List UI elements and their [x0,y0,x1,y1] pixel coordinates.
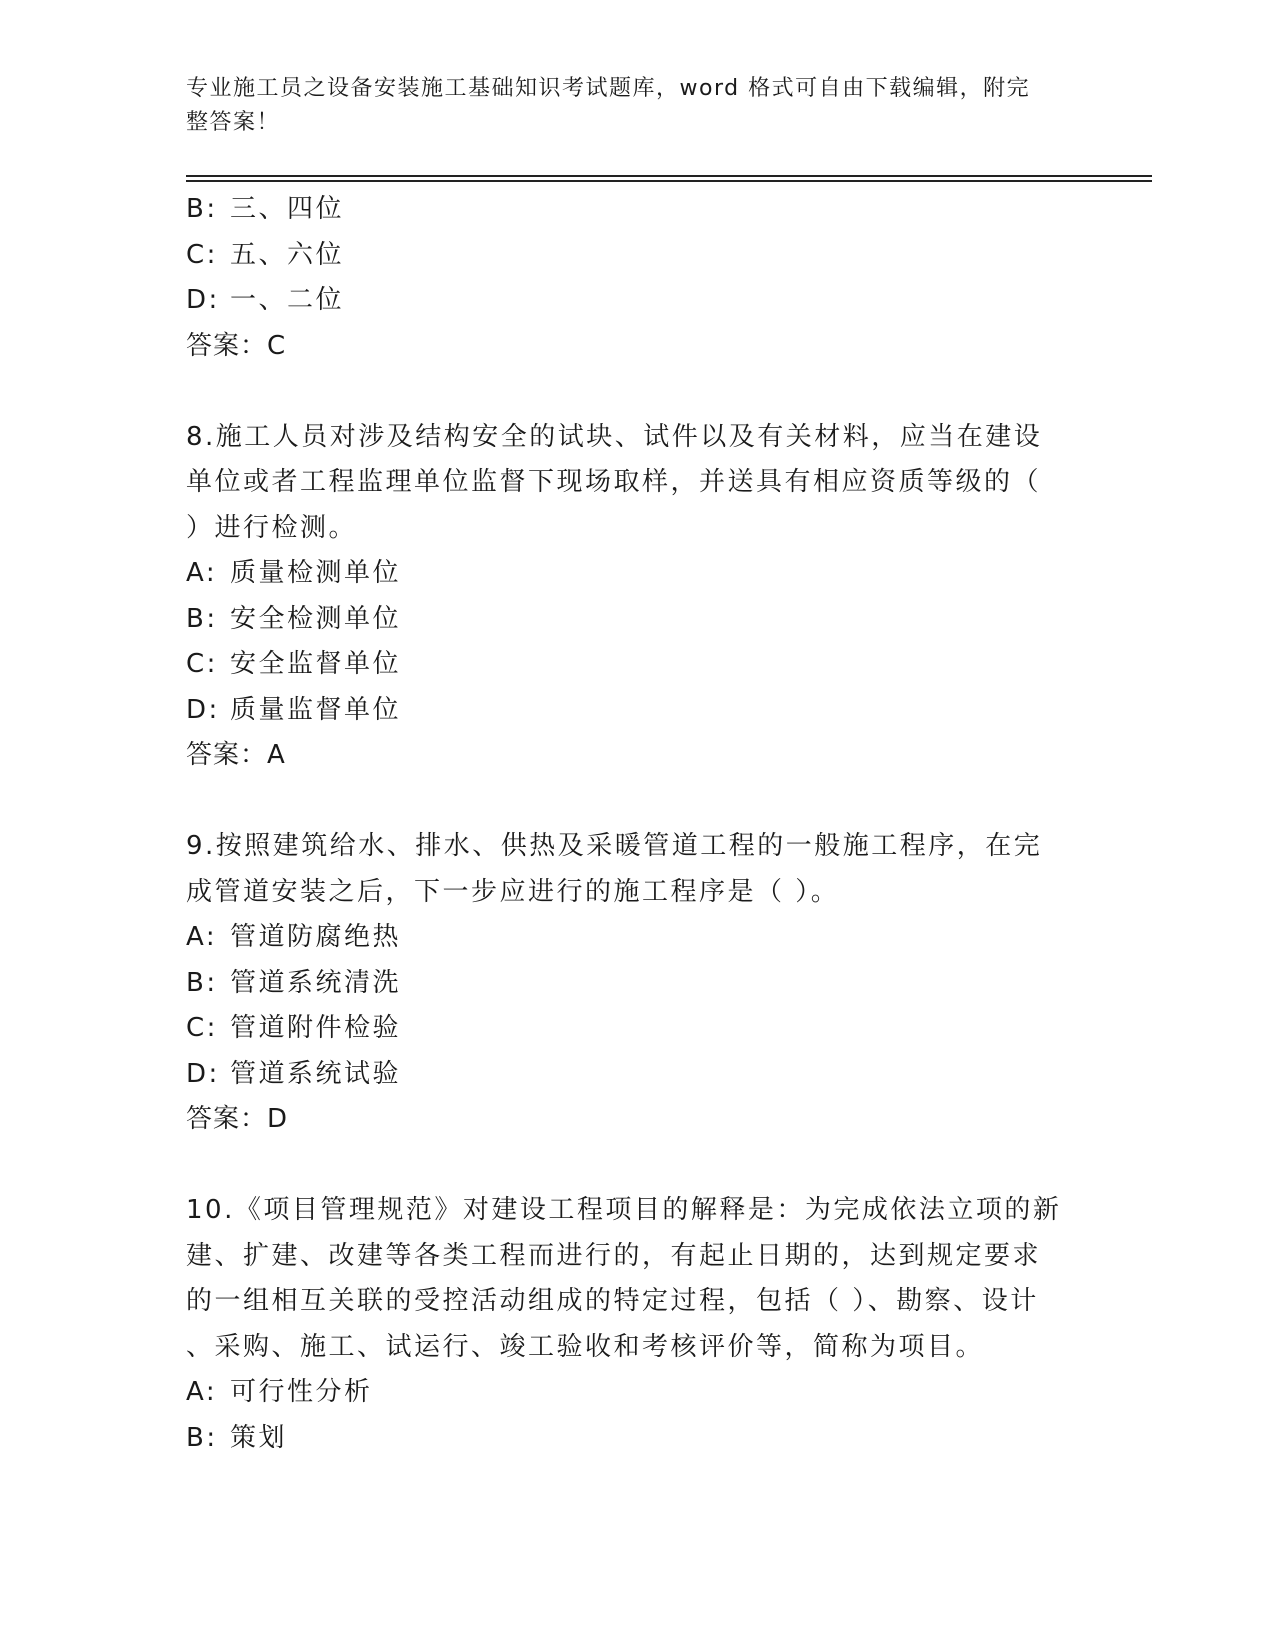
question-spacer [186,1143,1066,1189]
header-divider-bottom [186,180,1152,182]
question-text-line: ）进行检测。 [186,512,358,543]
answer: 答案：A [186,740,286,770]
option-b [186,597,1066,643]
option-text: 一、二位 [230,285,345,315]
option-c [186,1006,1066,1052]
answer: 答案：D [186,1104,289,1134]
option-d [186,1052,1066,1098]
option-key: C: [186,239,218,270]
question-9 [186,824,1066,1143]
option-a [186,1370,1066,1416]
option-b [186,187,1066,233]
option-d [186,688,1066,734]
option-c [186,642,1066,688]
option-key: D: [186,285,220,315]
option-a [186,915,1066,961]
option-key: D: [186,1058,220,1089]
question-text-line: 10.《项目管理规范》对建设工程项目的解释是：为完成依法立项的新 [186,1195,1062,1225]
option-key: C: [186,1013,218,1043]
option-b [186,1416,1066,1462]
question-text-line: 的一组相互关联的受控活动组成的特定过程，包括（ ）、勘察、设计 [186,1286,1039,1316]
question-spacer [186,779,1066,825]
question-text-line: 、采购、施工、试运行、竣工验收和考核评价等，简称为项目。 [186,1331,985,1362]
option-key: A: [186,1377,218,1407]
question-10 [186,1188,1066,1461]
option-text: 安全监督单位 [230,649,402,679]
question-text-line: 8.施工人员对涉及结构安全的试块、试件以及有关材料，应当在建设 [186,421,1043,452]
question-text-line: 成管道安装之后，下一步应进行的施工程序是（ ）。 [186,876,840,907]
option-d [186,278,1066,324]
question-7 [186,187,1066,369]
question-8 [186,415,1066,779]
exam-content [186,187,1066,1461]
header-divider-top [186,175,1152,177]
option-key: C: [186,649,218,679]
option-key: D: [186,694,220,725]
answer: 答案：C [186,330,287,361]
option-text: 管道附件检验 [230,1013,402,1043]
option-text: 管道系统试验 [230,1058,402,1089]
option-c [186,233,1066,279]
option-key: A: [186,558,218,588]
option-text: 安全检测单位 [230,603,402,634]
option-key: A: [186,922,218,952]
option-text: 三、四位 [230,194,345,224]
option-b [186,961,1066,1007]
option-a [186,551,1066,597]
option-text: 质量监督单位 [230,694,402,725]
option-text: 质量检测单位 [230,558,402,588]
question-text-line: 9.按照建筑给水、排水、供热及采暖管道工程的一般施工程序，在完 [186,831,1043,861]
question-spacer [186,369,1066,415]
question-text-line: 建、扩建、改建等各类工程而进行的，有起止日期的，达到规定要求 [186,1240,1042,1271]
option-key: B: [186,194,218,224]
option-text: 五、六位 [230,239,345,270]
option-key: B: [186,603,218,634]
header-line-1: 专业施工员之设备安装施工基础知识考试题库，word 格式可自由下载编辑，附完 [186,76,1031,101]
option-text: 策划 [230,1422,288,1453]
header-line-2: 整答案！ [186,110,281,135]
option-text: 管道系统清洗 [230,967,402,998]
option-text: 管道防腐绝热 [230,922,402,952]
page-header [186,72,1066,140]
option-key: B: [186,1422,218,1453]
option-text: 可行性分析 [230,1377,373,1407]
option-key: B: [186,967,218,998]
question-text-line: 单位或者工程监理单位监督下现场取样，并送具有相应资质等级的（ [186,467,1042,497]
